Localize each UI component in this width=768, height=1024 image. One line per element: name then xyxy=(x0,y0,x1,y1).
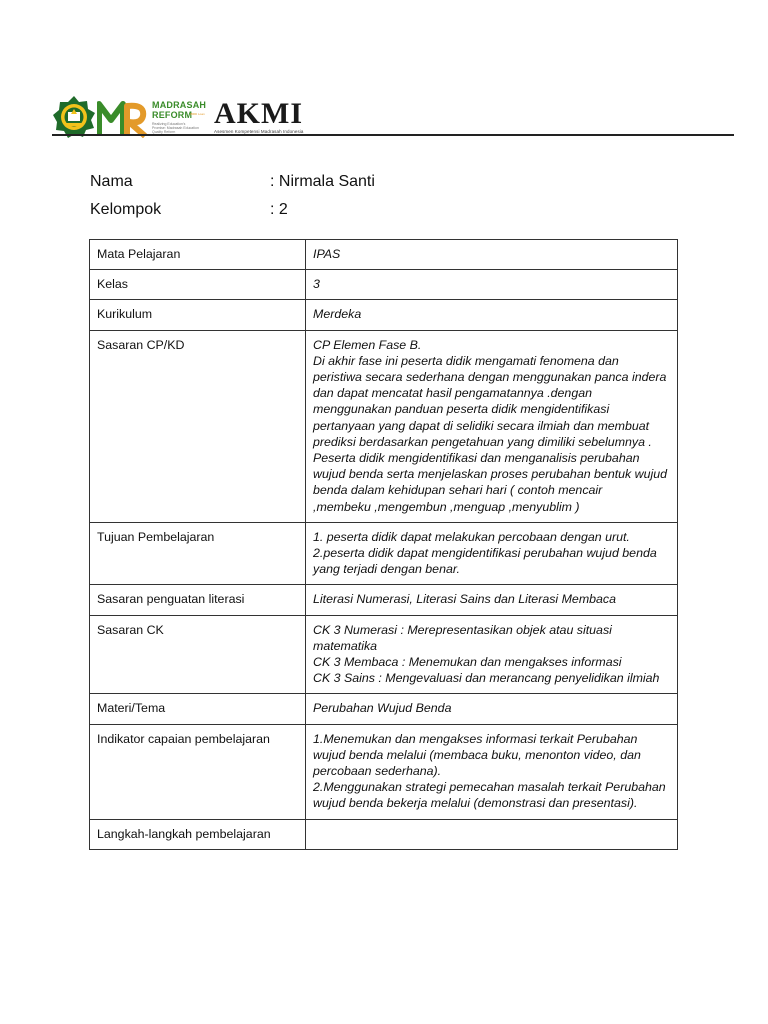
document-header xyxy=(0,0,768,150)
row-value: Merdeka xyxy=(306,300,678,330)
row-key: Tujuan Pembelajaran xyxy=(90,522,306,585)
row-key: Sasaran CP/KD xyxy=(90,330,306,522)
nama-value: : Nirmala Santi xyxy=(270,173,375,190)
row-value xyxy=(306,819,678,849)
akmi-wordmark: AKMI xyxy=(214,97,303,130)
row-key: Materi/Tema xyxy=(90,694,306,724)
row-key: Kurikulum xyxy=(90,300,306,330)
table-row xyxy=(90,585,678,615)
mr-badge: IBRD Loan xyxy=(190,112,205,116)
row-value: 1. peserta didik dapat melakukan percobaan dengan urut. 2.peserta didik dapat mengidentifikasi perubahan wujud benda yang terjadi dengan benar. xyxy=(306,522,678,585)
table-row xyxy=(90,522,678,585)
row-value: 1.Menemukan dan mengakses informasi terkait Perubahan wujud benda melalui (membaca buku, menonton video, dan percobaan sederhana). 2.Menggunakan strategi pemecahan masalah terkait Perubahan wujud benda bekerja melalui (demonstrasi dan presentasi). xyxy=(306,724,678,819)
header-divider xyxy=(52,134,734,136)
mr-caption: Realizing Education's Promise: Madrasah Education Quality Reform xyxy=(152,122,199,134)
akmi-logo xyxy=(214,99,304,134)
row-key: Sasaran CK xyxy=(90,615,306,694)
table-row xyxy=(90,819,678,849)
akmi-subtitle: Asesmen Kompetensi Madrasah Indonesia xyxy=(214,129,304,134)
row-value: IPAS xyxy=(306,240,678,270)
kelompok-label: Kelompok xyxy=(90,201,162,218)
madrasah-reform-text xyxy=(152,100,206,134)
table-row xyxy=(90,330,678,522)
kementerian-agama-logo xyxy=(52,95,96,139)
table-row xyxy=(90,615,678,694)
madrasah-reform-logo xyxy=(97,98,149,138)
row-value: Perubahan Wujud Benda xyxy=(306,694,678,724)
table-row xyxy=(90,270,678,300)
nama-label: Nama xyxy=(90,173,133,190)
row-key: Kelas xyxy=(90,270,306,300)
row-value: CK 3 Numerasi : Merepresentasikan objek atau situasi matematika CK 3 Membaca : Menemukan dan mengakses informasi CK 3 Sains : Mengevaluasi dan merancang penyelidikan ilmiah xyxy=(306,615,678,694)
kelompok-value: : 2 xyxy=(270,201,288,218)
lesson-plan-table xyxy=(89,239,678,850)
row-key: Sasaran penguatan literasi xyxy=(90,585,306,615)
row-key: Mata Pelajaran xyxy=(90,240,306,270)
row-key: Indikator capaian pembelajaran xyxy=(90,724,306,819)
table-row xyxy=(90,240,678,270)
row-value: Literasi Numerasi, Literasi Sains dan Literasi Membaca xyxy=(306,585,678,615)
mr-title-line1: MADRASAH xyxy=(152,100,207,110)
row-value: CP Elemen Fase B. Di akhir fase ini peserta didik mengamati fenomena dan peristiwa secara sederhana dengan menggunakan panca indera dan dapat mencatat hasil pengamatannya .dengan menggunakan panduan peserta didik mengidentifikasi pertanyaan yang dapat di selidiki secara ilmiah dan membuat prediksi berdasarkan pengetahuan yang dimiliki sebelumnya . Peserta didik mengidentifikasi dan menganalisis perubahan wujud benda serta menjelaskan proses perubahan bentuk wujud benda dalam kehidupan sehari hari ( contoh mencair ,membeku ,mengembun ,menguap ,menyublim ) xyxy=(306,330,678,522)
table-row xyxy=(90,694,678,724)
row-value: 3 xyxy=(306,270,678,300)
row-key: Langkah-langkah pembelajaran xyxy=(90,819,306,849)
table-row xyxy=(90,724,678,819)
table-row xyxy=(90,300,678,330)
mr-title-line2: REFORM xyxy=(152,110,193,120)
